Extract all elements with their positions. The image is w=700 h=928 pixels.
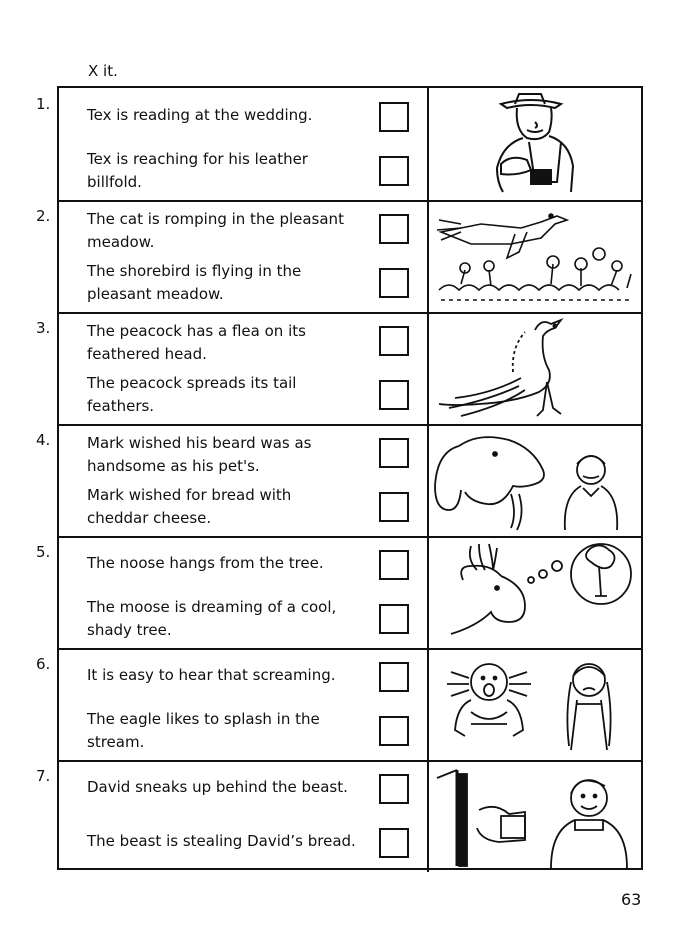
sentence: David sneaks up behind the beast. [87,778,348,796]
worksheet-row [59,536,641,648]
peacock-icon [431,316,639,420]
sentence: The shorebird is flying in the pleasant meadow. [87,262,302,303]
answer-checkbox[interactable] [379,268,409,298]
answer-checkbox[interactable] [379,828,409,858]
moose-dreaming-icon [431,540,639,644]
item-number: 4. [36,431,51,449]
answer-checkbox[interactable] [379,156,409,186]
item-number: 7. [36,767,51,785]
sentence: The cat is romping in the pleasant meadow. [87,210,344,251]
sentence: Tex is reaching for his leather billfold. [87,150,308,191]
sentence: Mark wished his beard was as handsome as his pet's. [87,434,312,475]
worksheet-table [57,86,643,870]
sentence: The beast is stealing David’s bread. [87,832,356,850]
item-number: 3. [36,319,51,337]
answer-checkbox[interactable] [379,214,409,244]
sentence: Tex is reading at the wedding. [87,106,313,124]
item-number: 5. [36,543,51,561]
bird-over-meadow-icon [431,204,639,308]
answer-checkbox[interactable] [379,380,409,410]
worksheet-row [59,424,641,536]
answer-checkbox[interactable] [379,102,409,132]
hand-and-boy-icon [431,764,639,868]
sentence: The peacock spreads its tail feathers. [87,374,297,415]
sentence: The moose is dreaming of a cool, shady tree. [87,598,337,639]
answer-checkbox[interactable] [379,326,409,356]
answer-checkbox[interactable] [379,492,409,522]
worksheet-row [59,760,641,872]
instruction: X it. [88,62,118,80]
sentence: It is easy to hear that screaming. [87,666,336,684]
answer-checkbox[interactable] [379,550,409,580]
page-number: 63 [621,890,642,909]
sentence: The noose hangs from the tree. [87,554,324,572]
item-number: 2. [36,207,51,225]
sentence: The eagle likes to splash in the stream. [87,710,320,751]
item-number: 1. [36,95,51,113]
sentence: Mark wished for bread with cheddar cheese. [87,486,292,527]
answer-checkbox[interactable] [379,604,409,634]
answer-checkbox[interactable] [379,438,409,468]
sentence: The peacock has a flea on its feathered head. [87,322,306,363]
worksheet-row [59,88,641,200]
screaming-baby-and-girl-icon [431,652,639,756]
worksheet-row [59,648,641,760]
answer-checkbox[interactable] [379,716,409,746]
dog-and-man-icon [431,428,639,532]
item-number: 6. [36,655,51,673]
answer-checkbox[interactable] [379,774,409,804]
answer-checkbox[interactable] [379,662,409,692]
worksheet-row [59,312,641,424]
cowboy-reaching-icon [431,92,639,196]
worksheet-row [59,200,641,312]
